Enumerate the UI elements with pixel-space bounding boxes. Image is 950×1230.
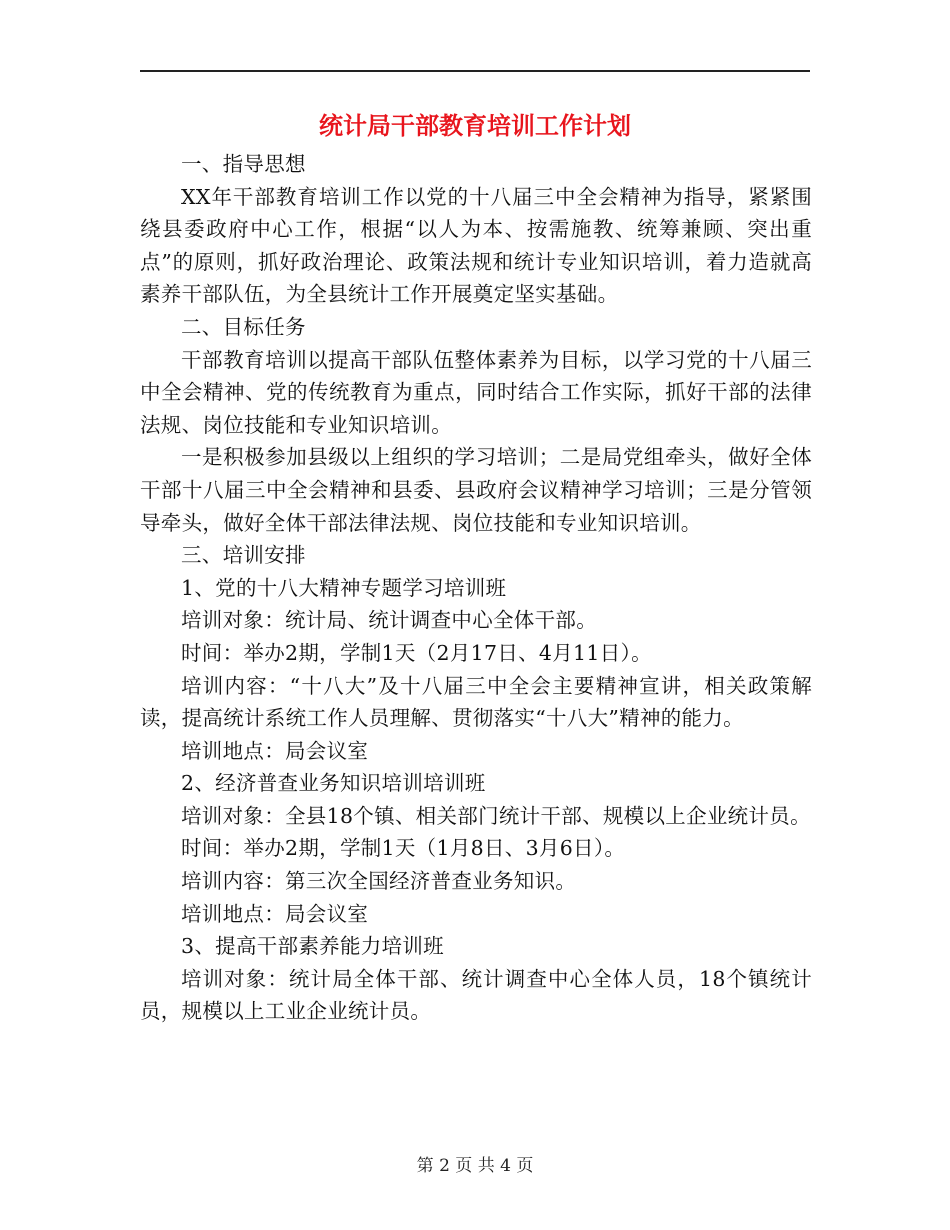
subsection-heading: 1、党的十八大精神专题学习培训班	[181, 575, 507, 600]
page-number: 第 2 页 共 4 页	[416, 1156, 534, 1176]
section-heading: 三、培训安排	[181, 543, 306, 568]
document-body	[140, 148, 812, 1028]
body-paragraph: 培训对象：统计局、统计调查中心全体干部。	[181, 608, 597, 633]
body-paragraph: 培训地点：局会议室	[181, 901, 369, 926]
subsection-heading: 2、经济普查业务知识培训培训班	[181, 771, 486, 796]
body-paragraph: 培训内容：第三次全国经济普查业务知识。	[181, 869, 577, 894]
body-paragraph: 时间：举办2期，学制1天（2月17日、4月11日）。	[181, 640, 652, 665]
section-heading: 二、目标任务	[181, 314, 306, 339]
document-title: 统计局干部教育培训工作计划	[319, 112, 631, 140]
section-heading: 一、指导思想	[181, 152, 306, 176]
body-paragraph: 培训对象：全县18个镇、相关部门统计干部、规模以上企业统计员。	[181, 803, 811, 828]
body-paragraph: XX年干部教育培训工作以党的十八届三中全会精神为指导，紧紧围绕县委政府中心工作，根据“以人为本、按需施教、统筹兼顾、突出重点”的原则，抓好政治理论、政策法规和统计专业知识培训，着力造就高素养干部队伍，为全县统计工作开展奠定坚实基础。	[140, 184, 812, 307]
body-paragraph: 一是积极参加县级以上组织的学习培训；二是局党组牵头，做好全体干部十八届三中全会精神和县委、县政府会议精神学习培训；三是分管领导牵头，做好全体干部法律法规、岗位技能和专业知识培训。	[140, 445, 812, 535]
header-rule	[140, 70, 810, 72]
subsection-heading: 3、提高干部素养能力培训班	[181, 934, 444, 959]
body-paragraph: 时间：举办2期，学制1天（1月8日、3月6日）。	[181, 836, 626, 861]
body-paragraph: 培训对象：统计局全体干部、统计调查中心全体人员，18个镇统计员，规模以上工业企业统计员。	[140, 966, 812, 1024]
body-paragraph: 培训地点：局会议室	[181, 738, 369, 763]
body-paragraph: 干部教育培训以提高干部队伍整体素养为目标，以学习党的十八届三中全会精神、党的传统教育为重点，同时结合工作实际，抓好干部的法律法规、岗位技能和专业知识培训。	[140, 347, 812, 437]
body-paragraph: 培训内容：“十八大”及十八届三中全会主要精神宣讲，相关政策解读，提高统计系统工作人员理解、贯彻落实“十八大”精神的能力。	[140, 673, 812, 731]
